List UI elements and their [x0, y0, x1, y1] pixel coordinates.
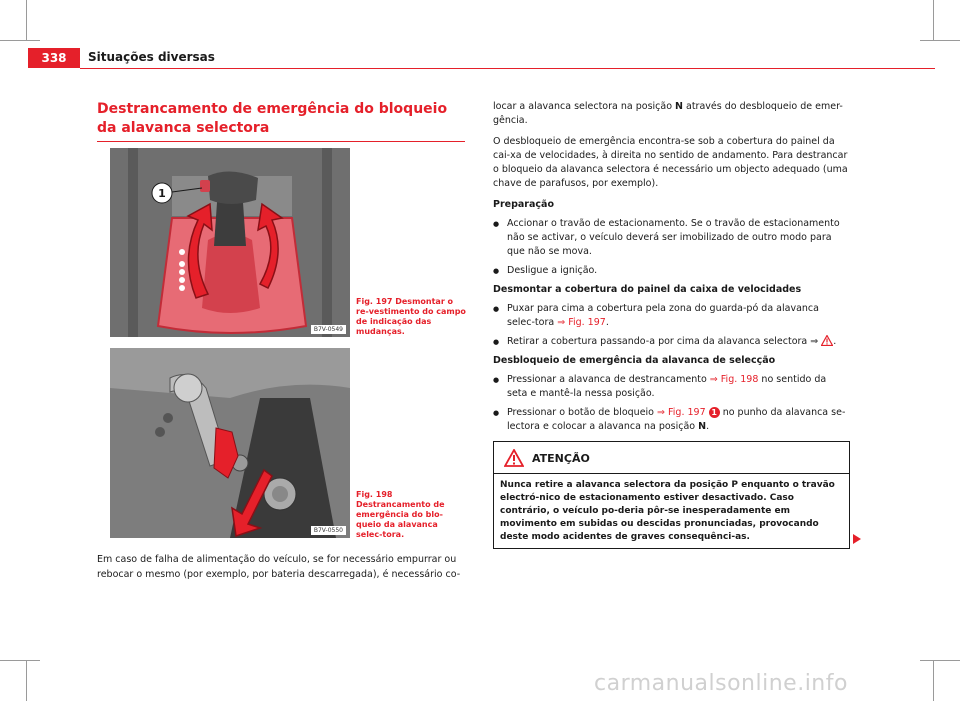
subheading: Preparação	[493, 199, 554, 210]
list-item: ● Retirar a cobertura passando-a por cima da alavanca selectora ⇒ .	[493, 335, 848, 349]
page-number: 338	[28, 48, 80, 68]
warning-text: Nunca retire a alavanca selectora da posição P enquanto o travão electró-nico de estacionamento estiver desactivado. Caso contrário, o veículo po-deria pôr-se inesperadamente em movimento em subidas ou descidas pronunciadas, provocando deste modo acidentes de graves consequênci-as.	[500, 480, 835, 542]
watermark: carmanualsonline.info	[594, 671, 848, 696]
list-item: ● Pressionar o botão de bloqueio ⇒ Fig. 197 1 no punho da alavanca se-lectora e colocar a alavanca na posição N.	[493, 406, 848, 434]
running-title: Situações diversas	[88, 50, 215, 64]
warning-header	[494, 442, 849, 474]
gear-lever-illustration	[110, 148, 350, 337]
subheading: Desmontar a cobertura do painel da caixa de velocidades	[493, 284, 802, 295]
section-heading-block	[97, 100, 465, 142]
header-rule	[80, 68, 935, 69]
warning-title: ATENÇÃO	[532, 451, 590, 465]
crop-mark	[933, 661, 934, 701]
list-item: ● Pressionar a alavanca de destrancamento ⇒ Fig. 198 no sentido da seta e mantê-la nessa posição.	[493, 373, 848, 401]
warning-triangle-icon[interactable]	[821, 335, 833, 346]
right-column	[493, 100, 848, 439]
emergency-release-illustration	[110, 348, 350, 538]
figure-caption: Fig. 198 Destrancamento de emergência do blo-queio da alavanca selec-tora.	[356, 490, 445, 539]
figure-197	[110, 148, 350, 337]
crop-mark	[26, 661, 27, 701]
paragraph: locar a alavanca selectora na posição N através do desbloqueio de emer-gência.	[493, 101, 843, 126]
crop-mark	[0, 660, 40, 661]
crop-mark	[933, 0, 934, 40]
figure-tag: B7V-0550	[311, 526, 346, 535]
crop-mark	[920, 660, 960, 661]
warning-box	[493, 441, 850, 549]
paragraph: O desbloqueio de emergência encontra-se sob a cobertura do painel da cai-xa de velocidades, à direita no sentido de andamento. Para destrancar o bloqueio da alavanca selectora é necessário um objecto adequado (uma chave de parafusos, por exemplo).	[493, 136, 848, 189]
section-title: Destrancamento de emergência do bloqueio da alavanca selectora	[97, 100, 465, 142]
figure-caption: Fig. 197 Desmontar o re-vestimento do campo de indicação das mudanças.	[356, 297, 466, 336]
callout-badge: 1	[709, 407, 720, 418]
figure-link[interactable]: ⇒ Fig. 197	[557, 317, 606, 328]
warning-triangle-icon	[504, 449, 524, 467]
figure-tag: B7V-0549	[311, 325, 346, 334]
figure-198	[110, 348, 350, 538]
crop-mark	[26, 0, 27, 40]
figure-link[interactable]: ⇒ Fig. 198	[709, 374, 759, 385]
continue-arrow-icon	[852, 533, 862, 545]
list-item: ● Desligue a ignição.	[493, 264, 848, 278]
figure-link[interactable]: ⇒ Fig. 197	[657, 407, 706, 418]
crop-mark	[0, 40, 40, 41]
crop-mark	[920, 40, 960, 41]
callout-number: 1	[158, 187, 166, 200]
subheading: Desbloqueio de emergência da alavanca de selecção	[493, 355, 776, 366]
list-item: ● Accionar o travão de estacionamento. Se o travão de estacionamento não se activar, o veículo deverá ser imobilizado de outro modo para que não se mova.	[493, 217, 848, 259]
intro-paragraph: Em caso de falha de alimentação do veículo, se for necessário empurrar ou rebocar o mesmo (por exemplo, por bateria descarregada), é necessário co-	[97, 554, 461, 580]
list-item: ● Puxar para cima a cobertura pela zona do guarda-pó da alavanca selec-tora ⇒ Fig. 197.	[493, 302, 848, 330]
